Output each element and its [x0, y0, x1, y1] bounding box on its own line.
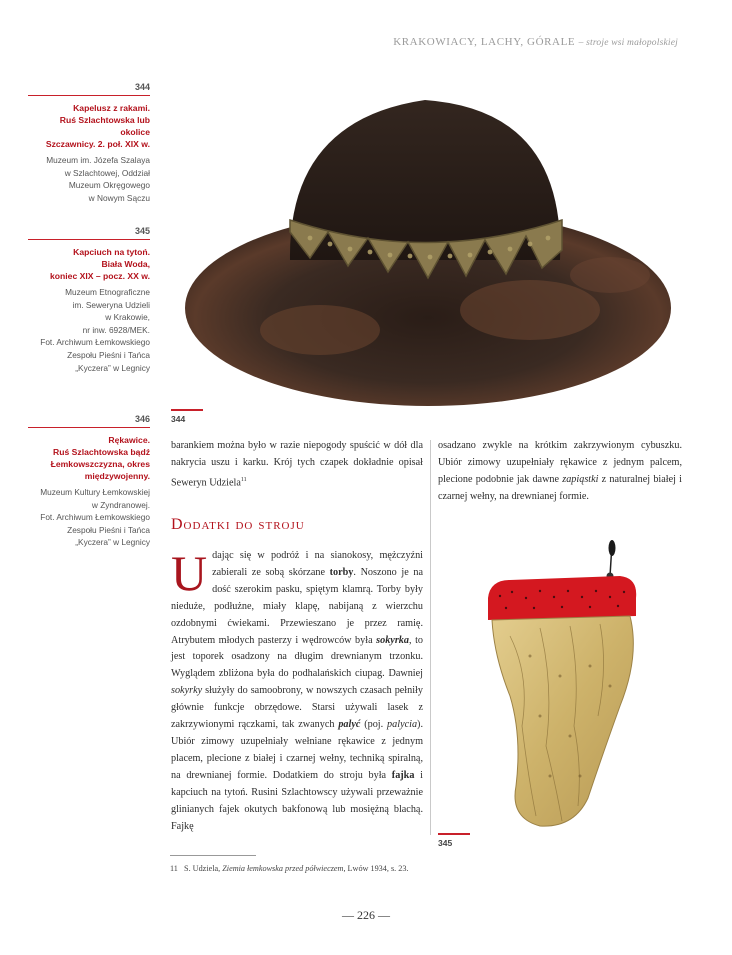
hat-photo [170, 60, 680, 410]
caption-title [28, 246, 150, 282]
right-paragraph [438, 438, 682, 506]
text-run: służyły do samoobrony, w nowszych czasach pełniły głównie funkcje obrzędowe. Starsi używali lasek z zakrzywionymi rączkami, tak zwanych [171, 685, 423, 731]
left-column-main [171, 545, 423, 835]
caption-346 [28, 414, 150, 549]
caption-body-line: w Krakowie, [105, 312, 150, 323]
text-run: i kapciuch na tytoń. Rusini Szlachtowscy używali przeważnie glinianych fajek okutych bakfonową lub mosiężną blachą. Fajkę [171, 769, 423, 832]
tobacco-pouch-photo [470, 536, 660, 836]
text-run: , to jest toporek osadzony na długim drewnianym trzonku. Wyglądem zbliżona była do podhalańskich ciupag. Dawniej [171, 634, 423, 680]
bold-italic-term: sokyrka [376, 634, 409, 646]
caption-body [28, 154, 150, 204]
footnote [170, 860, 470, 873]
section-title: Dodatki do stroju [171, 516, 305, 533]
caption-body-line: Muzeum Etnograficzne [65, 287, 150, 297]
caption-body-line: nr inw. 6928/MEK. [82, 324, 150, 335]
page-number: — 226 — [342, 908, 390, 922]
caption-number: 346 [28, 414, 150, 428]
caption-title-line: międzywojenny. [84, 471, 150, 481]
caption-body-line: „Kyczera” w Legnicy [75, 537, 150, 548]
text-run: (poj. [360, 719, 388, 731]
pouch-toggle [609, 540, 616, 556]
caption-body-line: Zespołu Pieśni i Tańca [67, 524, 150, 535]
header-subtitle: – stroje wsi małopolskiej [578, 38, 678, 48]
caption-title-line: Szczawnicy. 2. poł. XIX w. [45, 139, 150, 149]
text-run: . Noszono je na dość szerokim pasku, spiętym klamrą. Torby były nieduże, podłużne, miały klapę, nabijaną z wierzchu ozdobnymi ćwiekami. Przewieszano je przez ramię. Atrybutem młodych pasterzy i wędrowców była [171, 566, 423, 646]
paragraph-text: barankiem można było w razie niepogody spuścić w dół dla nakrycia uszu i karku. Krój tych czapek dokładnie opisał Seweryn Udziela [171, 440, 423, 489]
caption-title [28, 102, 150, 150]
pouch-red-rim [488, 576, 636, 620]
header-title: KRAKOWIACY, LACHY, GÓRALE [393, 36, 576, 48]
footnote-rule [170, 855, 256, 856]
caption-body [28, 286, 150, 374]
left-column-top [171, 438, 423, 492]
paragraph-continuation [171, 438, 423, 492]
text-run: ). Ubiór zimowy uzupełniały wełniane rękawice z jednym placem, plecione z białej i czarnej wełny, techniką spiralną, na drewnianej formie. Dodatkiem do stroju była [171, 719, 423, 781]
caption-body-line: Muzeum Kultury Łemkowskiej [40, 487, 150, 497]
caption-title-line: Ruś Szlachtowska lub okolice [59, 115, 150, 137]
caption-body-line: Muzeum Okręgowego [68, 180, 150, 191]
caption-body-line: w Szlachtowej, Oddział [64, 167, 150, 178]
caption-title-line: Rękawice. [108, 435, 150, 445]
footnote-reference: 11 [240, 476, 247, 483]
caption-title-line: Łemkowszczyzna, okres [50, 459, 150, 469]
caption-title [28, 434, 150, 482]
caption-344 [28, 82, 150, 204]
caption-345 [28, 226, 150, 374]
bold-term: fajka [391, 769, 415, 781]
footnote-rest: , Lwów 1934, s. 23. [343, 864, 409, 873]
bold-term: torby [329, 566, 354, 578]
italic-term: zapiąstki [562, 473, 599, 485]
column-divider [430, 440, 431, 835]
text-run: dając się w podróż i na sianokosy, mężczyźni zabierali ze sobą skórzane [212, 550, 423, 578]
caption-body-line: Muzeum im. Józefa Szalaya [46, 155, 150, 165]
caption-body-line: w Nowym Sączu [88, 192, 150, 203]
hat-photo-label: 344 [171, 409, 203, 424]
pouch-body [492, 616, 633, 826]
caption-body [28, 486, 150, 549]
italic-term: palycia [387, 719, 418, 731]
caption-body-line: w Zyndranowej. [91, 499, 150, 510]
caption-body-line: Fot. Archiwum Łemkowskiego [40, 337, 150, 348]
caption-title-line: Kapciuch na tytoń. [73, 247, 150, 257]
caption-title-line: Biała Woda, [101, 259, 150, 269]
italic-term: sokyrky [171, 685, 203, 697]
caption-title-line: Kapelusz z rakami. [73, 103, 150, 113]
caption-body-line: Fot. Archiwum Łemkowskiego [40, 512, 150, 523]
footnote-title: Ziemia łemkowska przed półwieczem [222, 864, 344, 873]
running-header [393, 36, 678, 48]
caption-title-line: koniec XIX – pocz. XX w. [50, 271, 150, 281]
footnote-author: S. Udziela, [184, 864, 223, 873]
dropcap: U [171, 545, 208, 601]
text-run: z naturalnej białej i czarnej wełny, na drewnianej formie. [438, 473, 682, 502]
footnote-number: 11 [170, 864, 178, 873]
caption-number: 344 [28, 82, 150, 96]
caption-number: 345 [28, 226, 150, 240]
caption-title-line: Ruś Szlachtowska bądź [53, 447, 150, 457]
caption-body-line: im. Seweryna Udzieli [72, 299, 150, 310]
caption-body-line: „Kyczera” w Legnicy [75, 362, 150, 373]
caption-body-line: Zespołu Pieśni i Tańca [67, 349, 150, 360]
bold-italic-term: palyć [338, 719, 361, 731]
pouch-photo-label: 345 [438, 833, 470, 848]
text-run: osadzano zwykle na krótkim zakrzywionym cybuszku. Ubiór zimowy uzupełniały rękawice z jednym palcem, plecione podobnie jak dawne [438, 440, 682, 485]
main-paragraph [171, 545, 423, 835]
right-column [438, 438, 682, 506]
